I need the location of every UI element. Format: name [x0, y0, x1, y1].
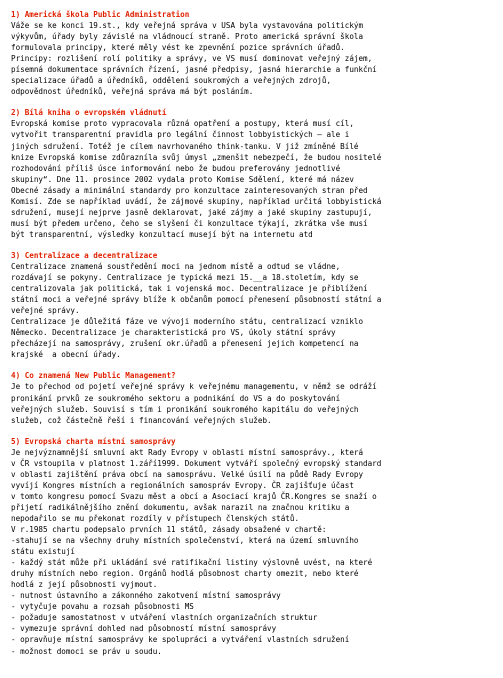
- section-3: [11, 250, 495, 360]
- section-1: [11, 9, 495, 97]
- text-line: být transparentní, výsledky konzultací musejí být na internetu atd: [11, 229, 313, 239]
- text-line: - vymezuje správní dohled nad působností místní samosprávy: [11, 624, 277, 634]
- section-heading: 2) Bílá kniha o evropském vládnutí: [11, 108, 167, 118]
- text-line: nepodařilo se mu překonat rozdíly v přístupech členských států.: [11, 513, 300, 523]
- text-line: Je to přechod od pojetí veřejné správy k veřejnému managementu, v němž se odráží: [11, 382, 377, 392]
- text-line: rozhodování příliš úsce informování nebo že budou preferovány jednotlivé: [11, 163, 341, 173]
- text-line: V r.1985 chartu podepsalo prvních 11 států, zásady obsažené v chartě:: [11, 525, 327, 535]
- text-line: - nutnost ústavního a zákonného zakotvení místní samosprávy: [11, 591, 281, 601]
- text-line: Centralizace znamená soustředění moci na jednom místě a odtud se vládne,: [11, 261, 341, 271]
- text-line: - vytyčuje povahu a rozsah působnosti MS: [11, 602, 194, 612]
- text-line: státu existují: [11, 547, 76, 557]
- text-line: Je nejvýznamnější smluvní akt Rady Evropy v oblasti místní samosprávy., která: [11, 447, 364, 457]
- text-line: hodlá z její působnosti vyjmout.: [11, 580, 158, 590]
- text-line: služeb, což částečně řeší i financování veřejných služeb.: [11, 415, 272, 425]
- text-line: krajské a obecní úřady.: [11, 350, 121, 360]
- section-5: [11, 436, 495, 657]
- text-line: druhy místních nebo region. Orgánů hodlá působnost charty omezit, nebo které: [11, 569, 359, 579]
- text-line: veřejné správy.: [11, 306, 80, 316]
- text-line: musí být předem určeno, čeho se slyšení či konzultace týkají, zkrátka vše musí: [11, 218, 368, 228]
- text-line: specializace úřadů a úředníků, oddělení soukromých a veřejných zdrojů,: [11, 76, 332, 86]
- text-line: přijetí radikálnějšího znění dokumentu, avšak narazil na značnou kritiku a: [11, 502, 350, 512]
- text-line: knize Evropská komise zdůrazníla svůj úmysl „zmenšit nebezpečí, že budou nositelé: [11, 152, 382, 162]
- text-line: - každý stát může při ukládání své ratifikační listiny výslovně uvést, na které: [11, 558, 373, 568]
- text-line: formulovala principy, které měly vést ke zpevnění pozice správních úřadů.: [11, 43, 345, 53]
- text-line: - požaduje samostatnost v utváření vlastních organizačních struktur: [11, 613, 318, 623]
- text-line: odpovědnost úředníků, veřejná správa má být posláním.: [11, 87, 254, 97]
- section-4: [11, 370, 495, 425]
- text-line: v tomto kongresu pomocí Svazu měst a obcí a Asociací krajů ČR.Kongres se snaží o: [11, 491, 377, 501]
- text-line: centralizovala jak politická, tak i vojenská moc. Decentralizace je přiblížení: [11, 284, 368, 294]
- text-line: písemná dokumentace správních řízení, jasné předpisy, jasná hierarchie a funkční: [11, 65, 377, 75]
- text-line: vytvořit transparentní pravidla pro legální činnost lobbyistických – ale i: [11, 130, 350, 140]
- text-line: v ČR vstoupila v platnost 1.září1999. Dokument vytváří společný evropský standard: [11, 458, 382, 468]
- text-line: - možnost domoci se práv u soudu.: [11, 646, 162, 656]
- section-heading: 4) Co znamená New Public Management?: [11, 371, 176, 381]
- text-line: Váže se ke konci 19.st., kdy veřejná správa v USA byla vystavována politickým: [11, 21, 364, 31]
- text-line: Německo. Decentralizace je charakteristická pro VS, úkoly státní správy: [11, 328, 336, 338]
- text-line: veřejných služeb. Souvisí s tím i pronikání soukromého kapitálu do veřejných: [11, 404, 359, 414]
- text-line: Principy: rozlišení rolí politiky a správy, ve VS musí dominovat veřejný zájem,: [11, 54, 373, 64]
- text-line: Centralizace je důležitá fáze ve vývoji moderního státu, centralizací vzniklo: [11, 317, 364, 327]
- text-line: sdružení, musejí nejprve jasně deklarovat, jaké zájmy a jaké skupiny zastupují,: [11, 207, 373, 217]
- section-heading: 5) Evropská charta místní samosprávy: [11, 436, 176, 446]
- text-line: pronikání prvků ze soukromého sektoru a podnikání do VS a do poskytování: [11, 393, 341, 403]
- text-line: Evropská komise proto vypracovala různá opatření a postupy, která musí cíl,: [11, 119, 354, 129]
- text-line: - opravňuje místní samosprávy ke spolupráci a vytváření vlastních sdružení: [11, 635, 350, 645]
- section-heading: 3) Centralizace a decentralizace: [11, 250, 158, 260]
- text-line: vyvíjí Kongres místních a regionálních samospráv Evropy. ČR zajišťuje účast: [11, 480, 354, 490]
- text-line: -stahují se na všechny druhy místních společenství, která na území smluvního: [11, 536, 359, 546]
- text-line: přecházejí na samosprávy, zrušení okr.úřadů a přenesení jejich kompetencí na: [11, 339, 359, 349]
- text-line: Obecné zásady a minimální standardy pro konzultace zainteresovaných stran před: [11, 185, 368, 195]
- text-line: rozdávají se pokyny. Centralizace je typická mezi 15.__a 18.stoletím, kdy se: [11, 273, 359, 283]
- text-line: státní moci a veřejné správy blíže k občanům pomocí přenesení působností státní a: [11, 295, 382, 305]
- text-line: jiných sdružení. Totéž je cílem navrhovaného think-tanku. V již zmíněné Bílé: [11, 141, 359, 151]
- text-line: v oblasti zajištění práva obcí na samosprávu. Velké úsilí na půdě Rady Evropy: [11, 469, 364, 479]
- document-page: [11, 9, 495, 657]
- text-line: Komisí. Zde se například uvádí, že zájmové skupiny, například určitá lobbyistická: [11, 196, 382, 206]
- section-2: [11, 107, 495, 240]
- text-line: výkyvům, úřady byly závislé na vládnoucí straně. Proto americká správní škola: [11, 32, 364, 42]
- text-line: skupiny“. Dne 11. prosince 2002 vydala proto Komise Sdělení, které má název: [11, 174, 354, 184]
- section-heading: 1) Americká škola Public Administration: [11, 10, 190, 19]
